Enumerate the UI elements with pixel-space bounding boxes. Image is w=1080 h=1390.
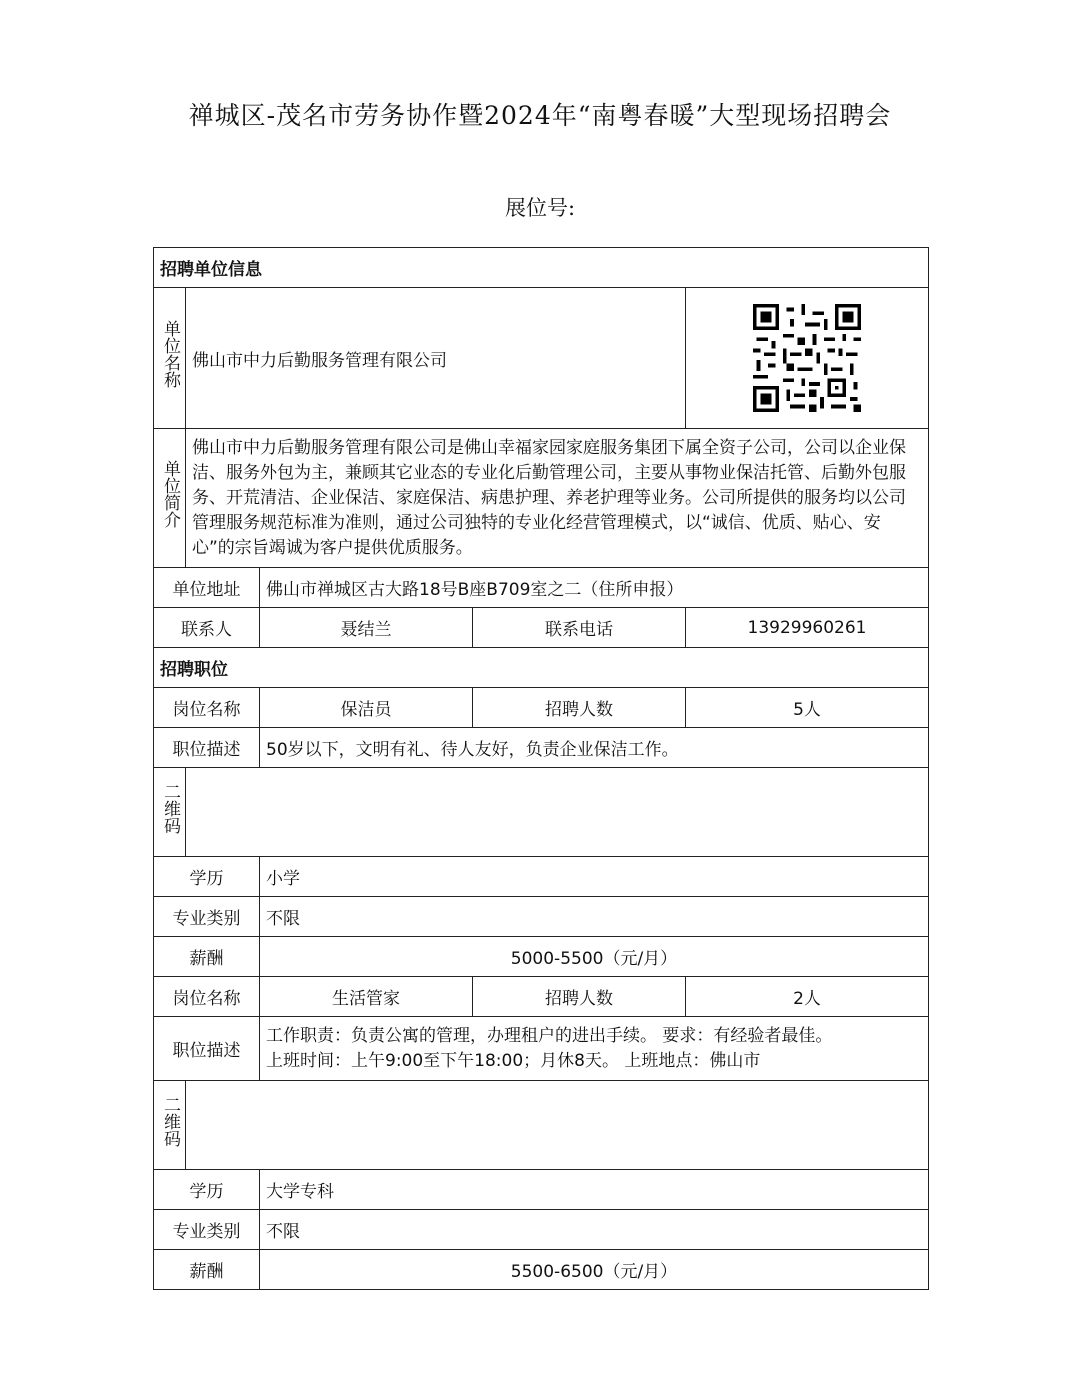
- job-education-row: [154, 1170, 929, 1210]
- job-major-row: [154, 897, 929, 937]
- job-qr-cell: [186, 1081, 929, 1170]
- description-label: 职位描述: [154, 728, 260, 768]
- page-title: 禅城区-茂名市劳务协作暨2024年“南粤春暖”大型现场招聘会: [188, 101, 892, 130]
- major-label: 专业类别: [154, 1210, 260, 1250]
- qr-label: 二维码: [154, 1081, 186, 1170]
- contact-row: [154, 608, 929, 648]
- job-title: 保洁员: [260, 688, 473, 728]
- qr-code-icon: [753, 304, 861, 412]
- headcount-label: 招聘人数: [473, 688, 686, 728]
- company-qr-cell: [686, 288, 929, 429]
- job-major: 不限: [260, 1210, 929, 1250]
- job-description-row: [154, 728, 929, 768]
- job-headcount: 5人: [686, 688, 929, 728]
- job-major-row: [154, 1210, 929, 1250]
- booth-number-label: 展位号:: [504, 196, 576, 220]
- company-name: 佛山市中力后勤服务管理有限公司: [186, 288, 686, 429]
- education-label: 学历: [154, 1170, 260, 1210]
- contact-label: 联系人: [154, 608, 260, 648]
- job-education: 小学: [260, 857, 929, 897]
- company-address-row: [154, 568, 929, 608]
- phone-label: 联系电话: [473, 608, 686, 648]
- job-education: 大学专科: [260, 1170, 929, 1210]
- contact-name: 聂结兰: [260, 608, 473, 648]
- company-section-row: [154, 248, 929, 288]
- position-label: 岗位名称: [154, 977, 260, 1017]
- company-intro-label: 单位简介: [154, 429, 186, 568]
- description-label: 职位描述: [154, 1017, 260, 1081]
- education-label: 学历: [154, 857, 260, 897]
- company-intro: 佛山市中力后勤服务管理有限公司是佛山幸福家园家庭服务集团下属全资子公司，公司以企业保洁、服务外包为主，兼顾其它业态的专业化后勤管理公司，主要从事物业保洁托管、后勤外包服务、开荒清洁、企业保洁、家庭保洁、病患护理、养老护理等业务。公司所提供的服务均以公司管理服务规范标准为准则，通过公司独特的专业化经营管理模式，以“诚信、优质、贴心、安心”的宗旨竭诚为客户提供优质服务。: [186, 429, 929, 568]
- position-label: 岗位名称: [154, 688, 260, 728]
- phone-number: 13929960261: [686, 608, 929, 648]
- qr-label: 二维码: [154, 768, 186, 857]
- job-title: 生活管家: [260, 977, 473, 1017]
- company-address-label: 单位地址: [154, 568, 260, 608]
- job-major: 不限: [260, 897, 929, 937]
- company-intro-row: [154, 429, 929, 568]
- jobs-section-row: [154, 648, 929, 688]
- headcount-label: 招聘人数: [473, 977, 686, 1017]
- company-section-header: 招聘单位信息: [154, 248, 929, 288]
- job-title-row: [154, 977, 929, 1017]
- job-title-row: [154, 688, 929, 728]
- job-description-row: [154, 1017, 929, 1081]
- job-qr-cell: [186, 768, 929, 857]
- salary-label: 薪酬: [154, 1250, 260, 1290]
- job-description: 50岁以下，文明有礼、待人友好，负责企业保洁工作。: [260, 728, 929, 768]
- recruitment-form: [153, 247, 929, 1290]
- job-description: 工作职责：负责公寓的管理，办理租户的进出手续。 要求：有经验者最佳。 上班时间：上午9:00至下午18:00；月休8天。 上班地点：佛山市: [260, 1017, 929, 1081]
- job-qr-row: [154, 1081, 929, 1170]
- major-label: 专业类别: [154, 897, 260, 937]
- job-salary-row: [154, 1250, 929, 1290]
- company-name-row: [154, 288, 929, 429]
- job-education-row: [154, 857, 929, 897]
- job-salary-row: [154, 937, 929, 977]
- company-name-label: 单位名称: [154, 288, 186, 429]
- job-headcount: 2人: [686, 977, 929, 1017]
- job-salary: 5500-6500（元/月）: [260, 1250, 929, 1290]
- salary-label: 薪酬: [154, 937, 260, 977]
- job-qr-row: [154, 768, 929, 857]
- company-address: 佛山市禅城区古大路18号B座B709室之二（住所申报）: [260, 568, 929, 608]
- job-salary: 5000-5500（元/月）: [260, 937, 929, 977]
- jobs-section-header: 招聘职位: [154, 648, 929, 688]
